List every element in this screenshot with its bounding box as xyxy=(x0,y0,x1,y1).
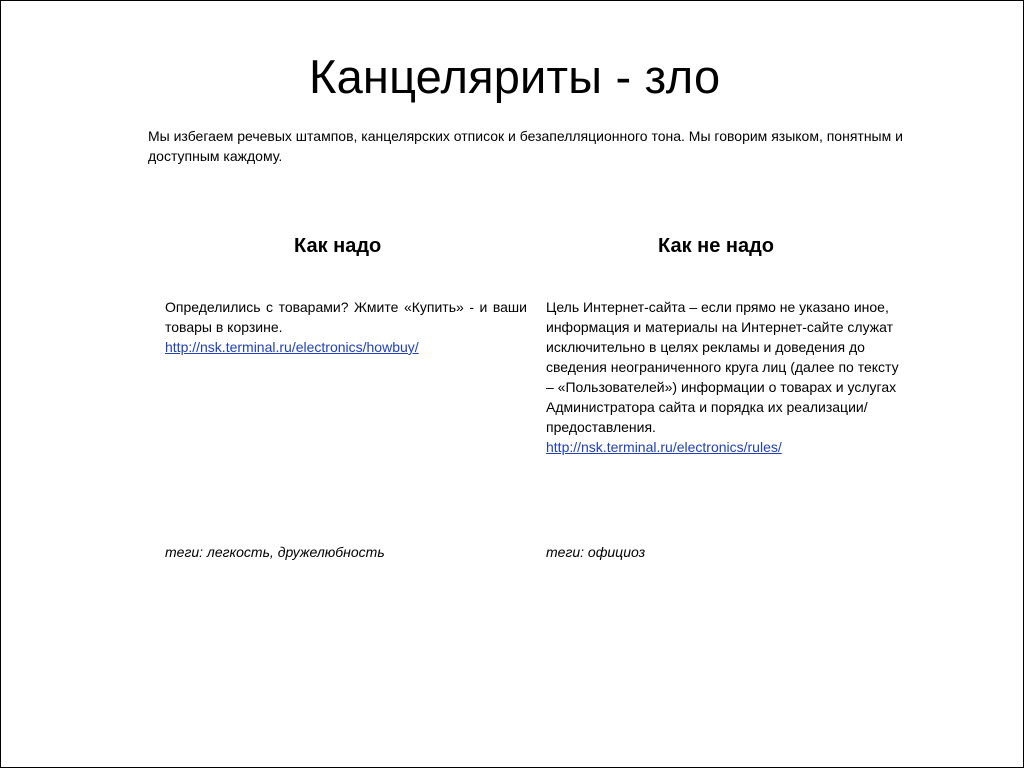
bad-example-tags: теги: официоз xyxy=(546,544,646,560)
good-example-tags: теги: легкость, дружелюбность xyxy=(165,544,385,560)
bad-example-heading: Как не надо xyxy=(658,235,775,257)
good-example-link[interactable]: http://nsk.terminal.ru/electronics/howbuy/ xyxy=(165,339,419,355)
bad-example-link[interactable]: http://nsk.terminal.ru/electronics/rules/ xyxy=(546,439,782,455)
intro-text: Мы избегаем речевых штампов, канцелярских отписок и безапелляционного тона. Мы говорим языком, понятным и доступным каждому. xyxy=(148,128,903,164)
good-example-heading: Как надо xyxy=(294,235,382,257)
slide-title: Канцеляриты - зло xyxy=(309,50,721,103)
bad-example-text: Цель Интернет-сайта – если прямо не указано иное, информация и материалы на Интернет-сайте служат исключительно в целях рекламы и доведения до сведения неограниченного круга лиц (далее по тексту – «Пользователей») информации о товарах и услугах Администратора сайта и порядка их реализации/предоставления. xyxy=(546,299,899,435)
good-example-text: Определились с товарами? Жмите «Купить» - и ваши товары в корзине. xyxy=(165,299,527,335)
good-example-block xyxy=(165,297,527,357)
bad-example-block xyxy=(546,297,906,457)
